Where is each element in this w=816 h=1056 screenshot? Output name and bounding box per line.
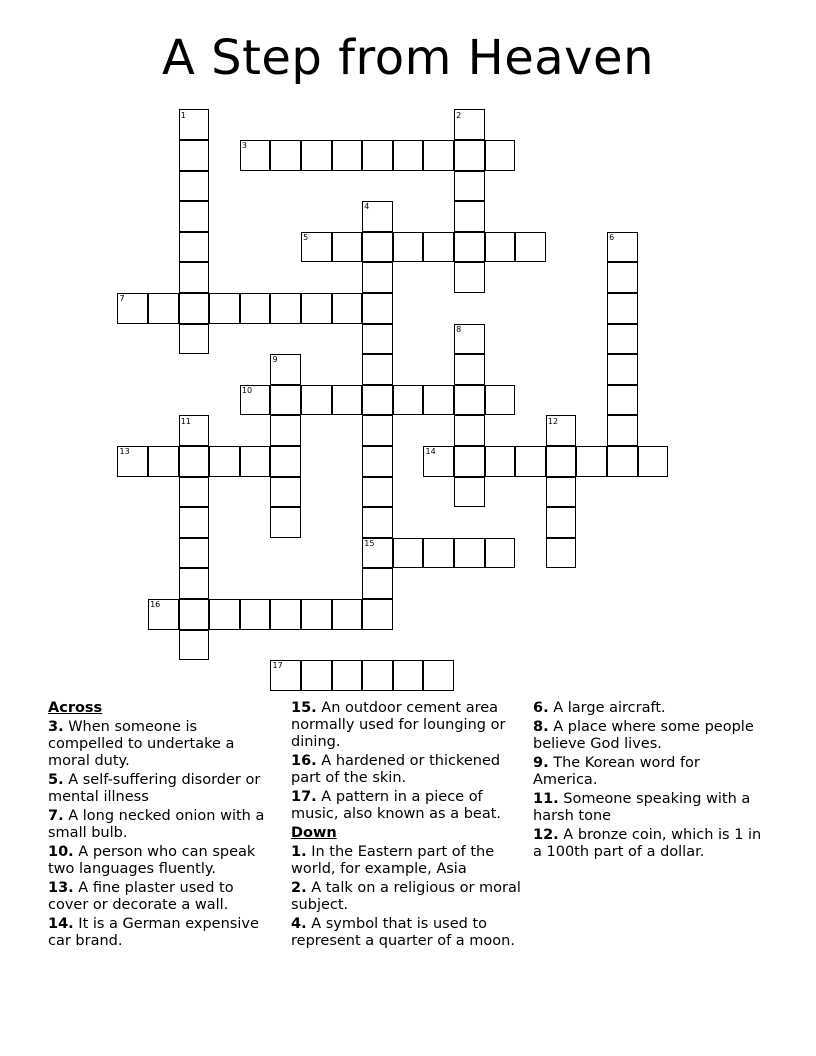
clue-number-label: 6 — [609, 232, 615, 242]
grid-cell[interactable] — [515, 232, 546, 263]
grid-cell[interactable] — [362, 262, 393, 293]
grid-cell[interactable] — [270, 385, 301, 416]
grid-cell[interactable] — [362, 446, 393, 477]
clue-number-label: 3 — [241, 141, 247, 151]
clue-text: A symbol that is used to represent a quarter of a moon. — [291, 916, 515, 949]
clue-number: 8. — [533, 719, 549, 735]
clue-down-9 — [533, 755, 763, 789]
clue-across-16 — [291, 753, 526, 787]
clue-number: 2. — [291, 880, 307, 896]
grid-cell[interactable] — [179, 201, 210, 232]
clue-number: 10. — [48, 844, 74, 860]
grid-cell[interactable] — [454, 477, 485, 508]
grid-cell[interactable] — [332, 385, 363, 416]
clue-number: 7. — [48, 808, 64, 824]
clues-column-1 — [48, 700, 276, 952]
grid-cell[interactable] — [546, 446, 577, 477]
grid-cell[interactable] — [576, 446, 607, 477]
grid-cell[interactable] — [179, 232, 210, 263]
clue-number-label: 15 — [364, 538, 375, 548]
clue-number-label: 4 — [364, 202, 370, 212]
clue-number: 17. — [291, 789, 317, 805]
grid-cell[interactable] — [179, 324, 210, 355]
clue-down-8 — [533, 719, 763, 753]
grid-cell[interactable] — [148, 293, 179, 324]
clue-number: 13. — [48, 880, 74, 896]
clue-number-label: 9 — [272, 355, 278, 365]
clue-down-11 — [533, 791, 763, 825]
clue-number: 1. — [291, 844, 307, 860]
clue-number-label: 2 — [456, 110, 462, 120]
grid-cell[interactable] — [362, 599, 393, 630]
clue-across-15 — [291, 700, 526, 751]
grid-cell[interactable] — [454, 171, 485, 202]
grid-cell[interactable] — [179, 507, 210, 538]
grid-cell[interactable] — [209, 293, 240, 324]
grid-cell[interactable] — [179, 630, 210, 661]
grid-cell[interactable] — [179, 446, 210, 477]
grid-cell[interactable] — [240, 293, 271, 324]
grid-cell[interactable] — [270, 446, 301, 477]
grid-cell[interactable] — [393, 232, 424, 263]
grid-cell[interactable] — [607, 446, 638, 477]
grid-cell[interactable] — [607, 324, 638, 355]
grid-cell[interactable] — [454, 538, 485, 569]
grid-cell[interactable] — [393, 385, 424, 416]
clue-down-1 — [291, 844, 526, 878]
clue-number-label: 11 — [180, 416, 191, 426]
clues-column-2 — [291, 700, 526, 952]
clue-number-label: 5 — [303, 232, 309, 242]
clue-number: 6. — [533, 700, 549, 716]
grid-cell[interactable] — [270, 415, 301, 446]
clue-number: 15. — [291, 700, 317, 716]
grid-cell[interactable] — [332, 660, 363, 691]
grid-cell[interactable] — [485, 446, 516, 477]
clue-number-label: 16 — [150, 600, 161, 610]
clue-across-14 — [48, 916, 276, 950]
clue-text: In the Eastern part of the world, for example, Asia — [291, 844, 495, 877]
grid-cell[interactable] — [362, 324, 393, 355]
grid-cell[interactable] — [332, 140, 363, 171]
puzzle-title: A Step from Heaven — [162, 30, 654, 86]
grid-cell[interactable] — [179, 171, 210, 202]
clue-across-10 — [48, 844, 276, 878]
grid-cell[interactable] — [454, 446, 485, 477]
grid-cell[interactable] — [423, 232, 454, 263]
grid-cell[interactable] — [454, 262, 485, 293]
clue-text: A self-suffering disorder or mental illness — [48, 772, 261, 805]
grid-cell[interactable] — [454, 201, 485, 232]
grid-cell[interactable] — [179, 599, 210, 630]
grid-cell[interactable] — [209, 446, 240, 477]
grid-cell[interactable] — [607, 415, 638, 446]
grid-cell[interactable] — [270, 599, 301, 630]
grid-cell[interactable] — [546, 477, 577, 508]
grid-cell[interactable] — [301, 660, 332, 691]
clue-number-label: 8 — [456, 324, 462, 334]
grid-cell[interactable] — [423, 538, 454, 569]
grid-cell[interactable] — [362, 385, 393, 416]
grid-cell[interactable] — [454, 415, 485, 446]
grid-cell[interactable] — [270, 140, 301, 171]
grid-cell[interactable] — [270, 507, 301, 538]
clue-number-label: 1 — [180, 110, 186, 120]
grid-cell[interactable] — [362, 477, 393, 508]
clue-text: Someone speaking with a harsh tone — [533, 791, 751, 824]
grid-cell[interactable] — [362, 354, 393, 385]
grid-cell[interactable] — [179, 568, 210, 599]
grid-cell[interactable] — [362, 232, 393, 263]
clue-down-2 — [291, 880, 526, 914]
clue-text: It is a German expensive car brand. — [48, 916, 259, 949]
clue-text: A talk on a religious or moral subject. — [291, 880, 521, 913]
clue-number-label: 10 — [241, 385, 253, 395]
clue-text: A bronze coin, which is 1 in a 100th part of a dollar. — [533, 827, 762, 860]
clue-text: A long necked onion with a small bulb. — [48, 808, 265, 841]
grid-cell[interactable] — [485, 232, 516, 263]
grid-cell[interactable] — [270, 477, 301, 508]
clue-text: A pattern in a piece of music, also known as a beat. — [291, 789, 502, 822]
grid-cell[interactable] — [301, 140, 332, 171]
clue-text: When someone is compelled to undertake a moral duty. — [48, 719, 235, 769]
grid-cell[interactable] — [393, 660, 424, 691]
clues-column-3 — [533, 700, 763, 863]
clue-text: An outdoor cement area normally used for lounging or dining. — [291, 700, 506, 750]
clue-text: The Korean word for America. — [533, 755, 700, 788]
clue-down-6 — [533, 700, 763, 717]
grid-cell[interactable] — [270, 293, 301, 324]
grid-cell[interactable] — [301, 293, 332, 324]
clue-text: A large aircraft. — [548, 700, 666, 716]
grid-cell[interactable] — [393, 538, 424, 569]
clue-number-label: 12 — [547, 416, 559, 426]
grid-cell[interactable] — [454, 385, 485, 416]
grid-cell[interactable] — [209, 599, 240, 630]
grid-cell[interactable] — [546, 507, 577, 538]
grid-cell[interactable] — [485, 538, 516, 569]
grid-cell[interactable] — [301, 599, 332, 630]
grid-cell[interactable] — [362, 293, 393, 324]
clue-down-4 — [291, 916, 526, 950]
grid-cell[interactable] — [362, 568, 393, 599]
clue-text: A place where some people believe God lives. — [533, 719, 754, 752]
grid-cell[interactable] — [485, 140, 516, 171]
grid-cell[interactable] — [240, 599, 271, 630]
down-heading: Down — [291, 825, 337, 841]
clue-text: A hardened or thickened part of the skin. — [291, 753, 501, 786]
clue-text: A fine plaster used to cover or decorate a wall. — [48, 880, 234, 913]
grid-cell[interactable] — [240, 446, 271, 477]
grid-cell[interactable] — [362, 507, 393, 538]
grid-cell[interactable] — [179, 140, 210, 171]
grid-cell[interactable] — [179, 538, 210, 569]
grid-cell[interactable] — [179, 262, 210, 293]
grid-cell[interactable] — [362, 140, 393, 171]
clue-across-17 — [291, 789, 526, 823]
grid-cell[interactable] — [485, 385, 516, 416]
clue-number: 3. — [48, 719, 64, 735]
grid-cell[interactable] — [546, 538, 577, 569]
grid-cell[interactable] — [423, 660, 454, 691]
grid-cell[interactable] — [332, 232, 363, 263]
clue-number: 4. — [291, 916, 307, 932]
grid-cell[interactable] — [362, 415, 393, 446]
clue-number: 16. — [291, 753, 317, 769]
grid-cell[interactable] — [607, 385, 638, 416]
clue-number: 11. — [533, 791, 559, 807]
grid-cell[interactable] — [423, 140, 454, 171]
clue-number: 14. — [48, 916, 74, 932]
clue-number-label: 13 — [119, 447, 130, 457]
grid-cell[interactable] — [332, 599, 363, 630]
grid-cell[interactable] — [607, 262, 638, 293]
grid-cell[interactable] — [515, 446, 546, 477]
clue-down-12 — [533, 827, 763, 861]
grid-cell[interactable] — [393, 140, 424, 171]
clue-across-13 — [48, 880, 276, 914]
grid-cell[interactable] — [332, 293, 363, 324]
clue-number-label: 7 — [119, 294, 125, 304]
grid-cell[interactable] — [362, 660, 393, 691]
grid-cell[interactable] — [638, 446, 669, 477]
clue-number-label: 17 — [272, 661, 283, 671]
grid-cell[interactable] — [454, 354, 485, 385]
clue-number: 9. — [533, 755, 549, 771]
grid-cell[interactable] — [179, 293, 210, 324]
clue-across-7 — [48, 808, 276, 842]
grid-cell[interactable] — [454, 140, 485, 171]
grid-cell[interactable] — [148, 446, 179, 477]
across-heading: Across — [48, 700, 103, 716]
clue-number-label: 14 — [425, 447, 436, 457]
grid-cell[interactable] — [607, 293, 638, 324]
clue-text: A person who can speak two languages fluently. — [48, 844, 256, 877]
grid-cell[interactable] — [607, 354, 638, 385]
clue-across-3 — [48, 719, 276, 770]
clue-number: 12. — [533, 827, 559, 843]
clue-across-5 — [48, 772, 276, 806]
grid-cell[interactable] — [423, 385, 454, 416]
grid-cell[interactable] — [301, 385, 332, 416]
grid-cell[interactable] — [454, 232, 485, 263]
grid-cell[interactable] — [179, 477, 210, 508]
clue-number: 5. — [48, 772, 64, 788]
